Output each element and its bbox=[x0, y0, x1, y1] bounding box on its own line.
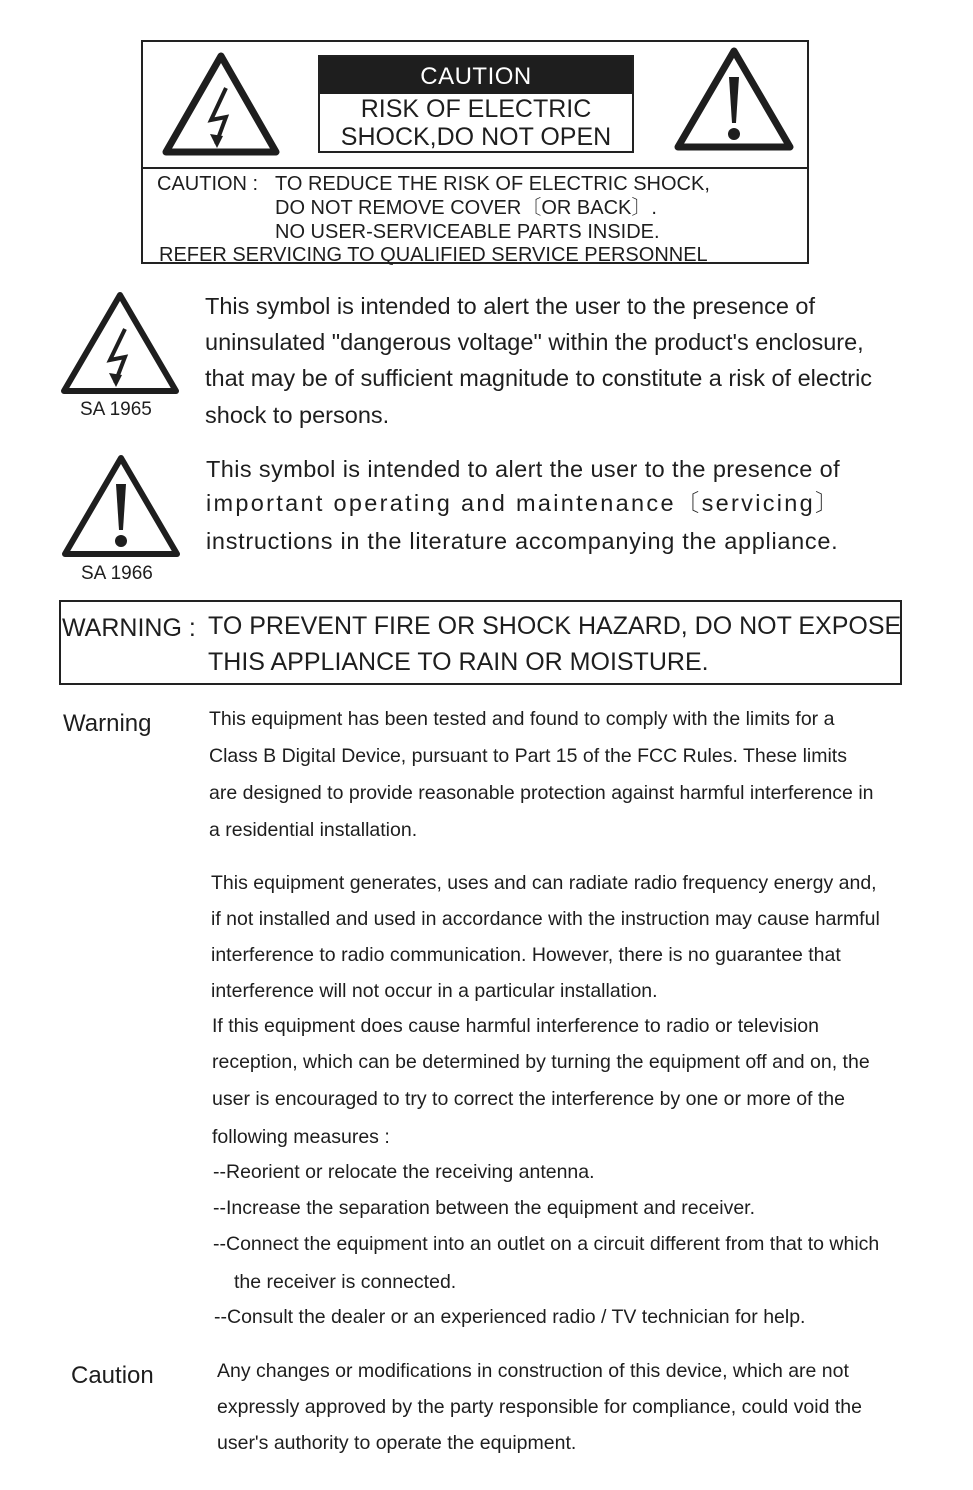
risk-label-box bbox=[318, 55, 634, 153]
paragraph-line: expressly approved by the party responsible for compliance, could void the bbox=[217, 1396, 862, 1418]
symbol-description-line: that may be of sufficient magnitude to constitute a risk of electric bbox=[205, 365, 873, 391]
refer-servicing-line: REFER SERVICING TO QUALIFIED SERVICE PERSONNEL bbox=[159, 244, 708, 266]
paragraph-line: following measures : bbox=[212, 1126, 390, 1148]
measure-item: --Connect the equipment into an outlet on a circuit different from that to which bbox=[213, 1233, 880, 1255]
electric-shock-symbol-icon bbox=[58, 289, 182, 397]
warning-section-label: Warning bbox=[63, 710, 152, 737]
paragraph-line: user is encouraged to try to correct the interference by one or more of the bbox=[212, 1088, 845, 1110]
paragraph-line: Class B Digital Device, pursuant to Part 15 of the FCC Rules. These limits bbox=[209, 745, 847, 767]
symbol-description-line: important operating and maintenance〔servicing〕 bbox=[206, 490, 841, 516]
caution-text-line: NO USER-SERVICEABLE PARTS INSIDE. bbox=[275, 221, 660, 243]
symbol-description-line: This symbol is intended to alert the user to the presence of bbox=[206, 456, 841, 482]
paragraph-line: if not installed and used in accordance with the instruction may cause harmful bbox=[211, 908, 880, 930]
warning-line: THIS APPLIANCE TO RAIN OR MOISTURE. bbox=[208, 648, 709, 676]
paragraph-line: Any changes or modifications in construction of this device, which are not bbox=[217, 1360, 849, 1382]
exclamation-symbol-icon bbox=[59, 452, 183, 560]
warning-label: WARNING : bbox=[62, 614, 196, 642]
paragraph-line: This equipment generates, uses and can radiate radio frequency energy and, bbox=[211, 872, 877, 894]
paragraph-line: interference will not occur in a particular installation. bbox=[211, 980, 658, 1002]
measure-item: --Increase the separation between the equipment and receiver. bbox=[213, 1197, 756, 1219]
paragraph-line: interference to radio communication. However, there is no guarantee that bbox=[211, 944, 841, 966]
risk-line-2: SHOCK,DO NOT OPEN bbox=[340, 123, 612, 151]
symbol-description-line: instructions in the literature accompanying the appliance. bbox=[206, 528, 839, 554]
measure-item: --Consult the dealer or an experienced radio / TV technician for help. bbox=[214, 1306, 806, 1328]
caution-text-line: DO NOT REMOVE COVER〔OR BACK〕. bbox=[275, 197, 657, 219]
symbol-code: SA 1965 bbox=[80, 399, 152, 420]
paragraph-line: user's authority to operate the equipment. bbox=[217, 1432, 577, 1454]
caution-section-label: Caution bbox=[71, 1362, 154, 1389]
symbol-description-line: shock to persons. bbox=[205, 402, 390, 428]
paragraph-line: a residential installation. bbox=[209, 819, 418, 841]
paragraph-line: This equipment has been tested and found to comply with the limits for a bbox=[209, 708, 835, 730]
measure-item-continuation: the receiver is connected. bbox=[234, 1271, 457, 1293]
paragraph-line: If this equipment does cause harmful interference to radio or television bbox=[212, 1015, 819, 1037]
exclamation-warning-icon bbox=[672, 45, 796, 153]
warning-line: TO PREVENT FIRE OR SHOCK HAZARD, DO NOT EXPOSE bbox=[208, 612, 902, 640]
symbol-description-line: This symbol is intended to alert the user to the presence of bbox=[205, 293, 816, 319]
symbol-description-line: uninsulated "dangerous voltage" within the product's enclosure, bbox=[205, 329, 864, 355]
electric-shock-warning-icon bbox=[160, 50, 282, 158]
measure-item: --Reorient or relocate the receiving antenna. bbox=[213, 1161, 595, 1183]
caution-divider bbox=[143, 167, 807, 169]
symbol-code: SA 1966 bbox=[81, 563, 153, 584]
caution-text-line: TO REDUCE THE RISK OF ELECTRIC SHOCK, bbox=[275, 173, 710, 195]
caution-header: CAUTION bbox=[320, 57, 632, 94]
risk-line-1: RISK OF ELECTRIC bbox=[360, 95, 592, 123]
caution-label: CAUTION : bbox=[157, 173, 259, 195]
paragraph-line: reception, which can be determined by turning the equipment off and on, the bbox=[212, 1051, 870, 1073]
paragraph-line: are designed to provide reasonable protection against harmful interference in bbox=[209, 782, 874, 804]
